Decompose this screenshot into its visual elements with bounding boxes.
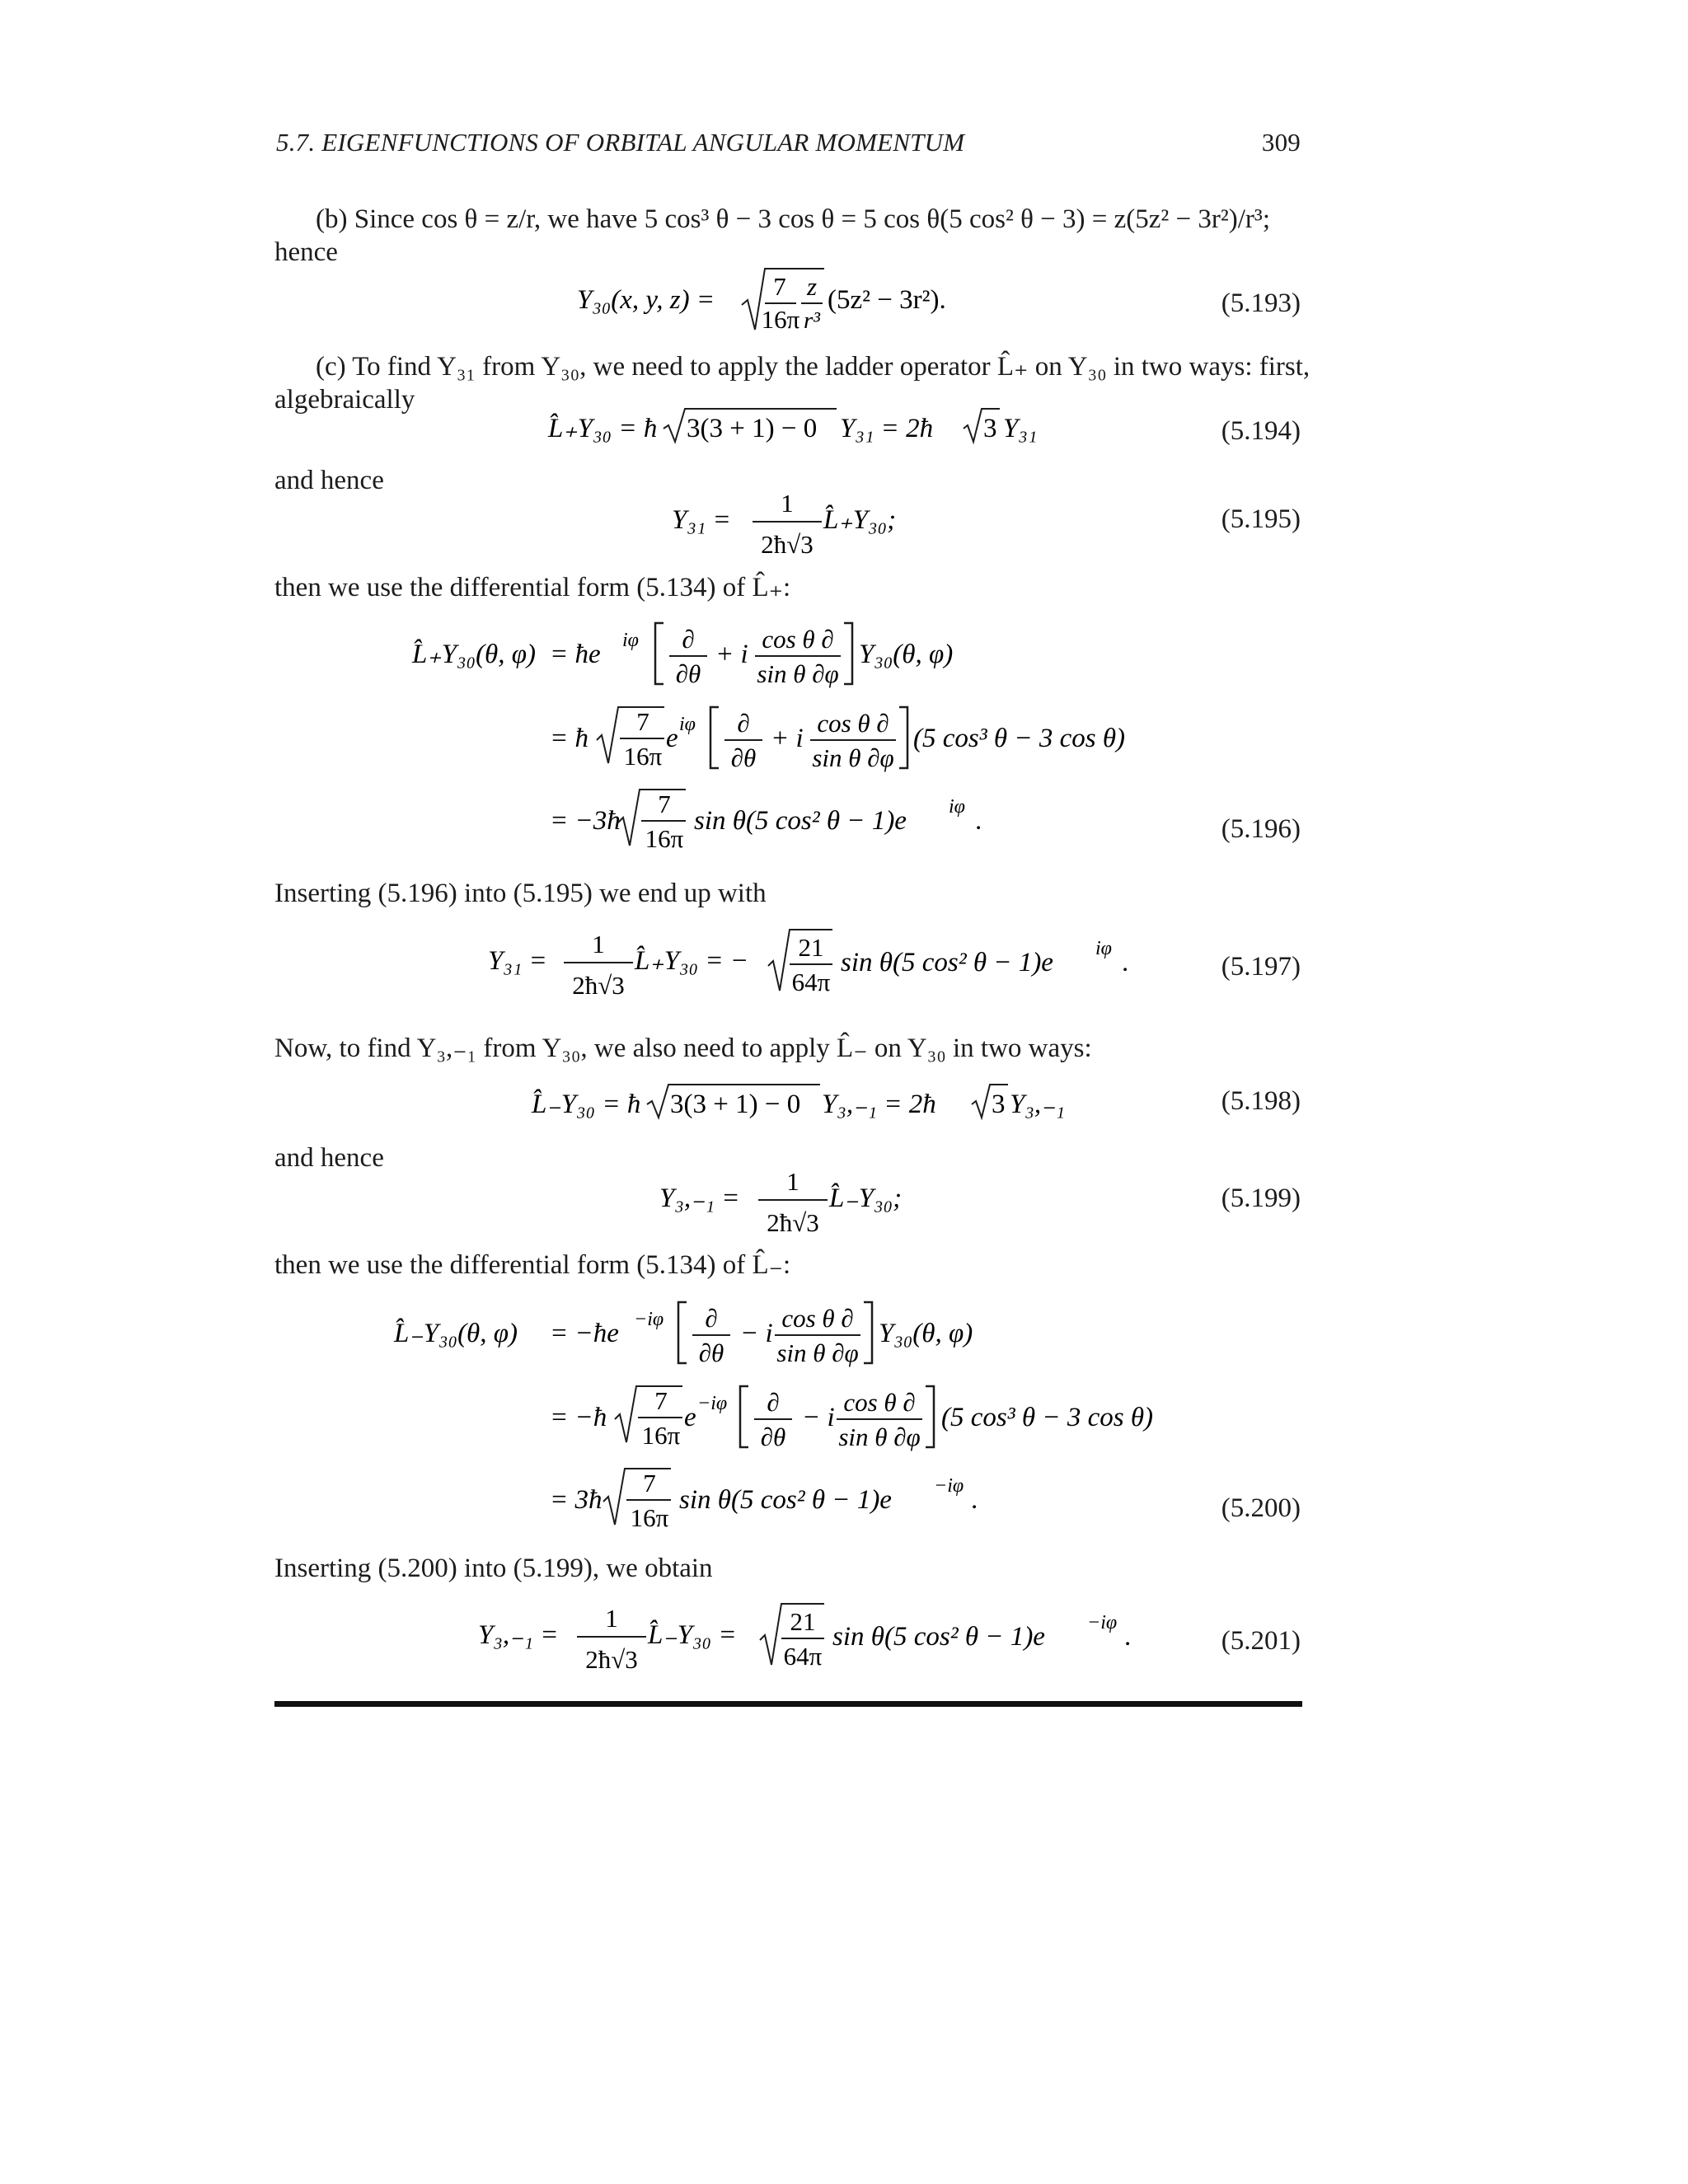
eq196b-pre: = ħ [550, 724, 589, 753]
eq201-mid: L̂₋Y₃₀ = [648, 1620, 737, 1650]
frac-num: ∂ [682, 625, 695, 654]
frac-den: 2ħ√3 [572, 971, 625, 1000]
eq199-lhs: Y₃,₋₁ = [659, 1183, 740, 1213]
frac-den: sin θ ∂φ [812, 743, 894, 772]
equation-5-195 [672, 482, 935, 565]
equation-5-200 [394, 1296, 1235, 1543]
frac-den: ∂θ [730, 743, 757, 772]
eq196-lhs: L̂₊Y₃₀(θ, φ) [412, 640, 537, 669]
eq198-rad2: 3 [992, 1090, 1006, 1119]
frac-den: 2ħ√3 [767, 1208, 819, 1237]
frac-num: 1 [786, 1167, 799, 1196]
frac-den: 16π [761, 305, 800, 334]
frac-num: ∂ [767, 1388, 780, 1417]
frac-den: 64π [791, 968, 831, 996]
frac-num: 21 [790, 1607, 816, 1636]
equation-number: (5.197) [1221, 952, 1301, 982]
eq201-sup: −iφ [1087, 1612, 1118, 1633]
eq196c-sup: iφ [949, 796, 965, 818]
minus-i: − i [740, 1319, 773, 1348]
frac-den: 16π [630, 1503, 669, 1532]
eq200b-sup: −iφ [697, 1393, 728, 1414]
text-and-hence: and hence [274, 1143, 384, 1173]
eq200-lhs: L̂₋Y₃₀(θ, φ) [394, 1319, 518, 1348]
frac-den: 16π [645, 824, 684, 853]
running-header: 5.7. EIGENFUNCTIONS OF ORBITAL ANGULAR MOMENTUM [276, 128, 965, 157]
eq200c-pre: = 3ħ [550, 1485, 603, 1515]
paragraph-c: (c) To find Y₃₁ from Y₃₀, we need to apply the ladder operator L̂₊ on Y₃₀ in two ways: first, [316, 352, 1311, 382]
equation-5-201 [478, 1597, 1137, 1680]
frac-den: sin θ ∂φ [757, 659, 839, 688]
frac-den: ∂θ [698, 1338, 724, 1367]
frac-den: 64π [783, 1642, 823, 1671]
frac-num: ∂ [737, 709, 750, 738]
eq193-lhs: Y₃₀(x, y, z) = [577, 285, 715, 315]
eq196b-sup: iφ [679, 714, 696, 735]
eq195-lhs: Y₃₁ = [672, 505, 731, 535]
frac-den: r³ [804, 307, 820, 334]
text-then-minus: then we use the differential form (5.134) of L̂₋: [274, 1250, 791, 1280]
frac-num: cos θ ∂ [762, 625, 834, 654]
eq196c-post: sin θ(5 cos² θ − 1)e [694, 806, 907, 836]
equation-number: (5.200) [1221, 1493, 1301, 1523]
eq199-rhs: L̂₋Y₃₀; [829, 1183, 903, 1213]
equation-5-194 [548, 404, 1059, 453]
equation-number: (5.196) [1221, 814, 1301, 844]
frac-num: cos θ ∂ [781, 1304, 854, 1333]
plus-i: + i [771, 724, 804, 753]
equation-5-196 [412, 616, 1236, 864]
eq200b-post: (5 cos³ θ − 3 cos θ) [941, 1403, 1154, 1432]
eq196a-sup: iφ [622, 630, 639, 651]
frac-den: ∂θ [760, 1422, 786, 1451]
eq200c-post: sin θ(5 cos² θ − 1)e [679, 1485, 892, 1515]
frac-den: 2ħ√3 [585, 1645, 638, 1674]
eq200b-pre: = −ħ [550, 1403, 607, 1432]
equation-5-193 [577, 262, 1071, 336]
frac-den: 2ħ√3 [761, 530, 814, 559]
eq197-sup: iφ [1095, 938, 1112, 959]
eq200a-post: Y₃₀(θ, φ) [879, 1319, 973, 1348]
frac-den: sin θ ∂φ [776, 1338, 859, 1367]
eq194-rad: 3(3 + 1) − 0 [687, 414, 818, 443]
eq200c-sup: −iφ [934, 1475, 964, 1497]
equation-number: (5.199) [1221, 1183, 1301, 1213]
frac-num: 1 [592, 930, 605, 958]
eq196c-pre: = −3ħ [550, 806, 621, 836]
frac-num: 7 [636, 707, 649, 736]
minus-i: − i [802, 1403, 835, 1432]
eq197-mid: L̂₊Y₃₀ = − [635, 946, 749, 976]
frac-num: 7 [643, 1469, 656, 1497]
frac-num: 7 [654, 1386, 668, 1415]
end-rule [274, 1701, 1302, 1707]
eq196b-exp: e [666, 724, 678, 753]
page-number: 309 [1261, 128, 1301, 157]
eq196a-pre: = ħe [550, 640, 601, 669]
frac-num: 7 [658, 790, 671, 818]
eq201-end: . [1124, 1622, 1132, 1652]
eq197-end: . [1122, 948, 1129, 977]
text-inserting-200: Inserting (5.200) into (5.199), we obtain [274, 1554, 713, 1583]
equation-5-198 [532, 1080, 1065, 1129]
eq197-post: sin θ(5 cos² θ − 1)e [841, 948, 1053, 977]
frac-den: sin θ ∂φ [838, 1422, 921, 1451]
frac-num: z [806, 272, 818, 301]
text-algebraically: algebraically [274, 385, 415, 415]
text-inserting-196: Inserting (5.196) into (5.195) we end up with [274, 879, 767, 908]
frac-den: 16π [623, 742, 663, 771]
frac-num: cos θ ∂ [817, 709, 889, 738]
eq200a-pre: = −ħe [550, 1319, 619, 1348]
eq196a-post: Y₃₀(θ, φ) [859, 640, 954, 669]
eq198-mid: Y₃,₋₁ = 2ħ [822, 1090, 936, 1119]
frac-num: 1 [781, 489, 794, 518]
frac-num: 21 [798, 933, 824, 962]
text-and-hence: and hence [274, 466, 384, 495]
eq198-lhs: L̂₋Y₃₀ = ħ [532, 1090, 641, 1119]
frac-num: 1 [605, 1604, 618, 1633]
text-now-find: Now, to find Y₃,₋₁ from Y₃₀, we also need to apply L̂₋ on Y₃₀ in two ways: [274, 1033, 1092, 1063]
eq194-end: Y₃₁ [1003, 414, 1038, 443]
plus-i: + i [715, 640, 748, 669]
frac-den: ∂θ [675, 659, 701, 688]
eq200a-sup: −iφ [634, 1309, 664, 1330]
eq200c-end: . [971, 1485, 978, 1515]
eq198-rad: 3(3 + 1) − 0 [670, 1090, 801, 1119]
frac-num: ∂ [705, 1304, 718, 1333]
frac-num: cos θ ∂ [843, 1388, 916, 1417]
equation-number: (5.201) [1221, 1626, 1301, 1656]
frac-den: 16π [641, 1421, 681, 1450]
equation-number: (5.195) [1221, 504, 1301, 534]
eq193-rhs: (5z² − 3r²). [828, 285, 946, 315]
paragraph-b: (b) Since cos θ = z/r, we have 5 cos³ θ − 3 cos θ = 5 cos θ(5 cos² θ − 3) = z(5z² − 3r²)/r³; [316, 204, 1270, 234]
eq201-lhs: Y₃,₋₁ = [478, 1620, 559, 1650]
frac-num: 7 [773, 272, 786, 301]
equation-number: (5.198) [1221, 1086, 1301, 1116]
equation-5-197 [488, 923, 1131, 1005]
eq195-rhs: L̂₊Y₃₀; [823, 505, 897, 535]
eq201-post: sin θ(5 cos² θ − 1)e [832, 1622, 1045, 1652]
eq196b-post: (5 cos³ θ − 3 cos θ) [913, 724, 1126, 753]
eq194-lhs: L̂₊Y₃₀ = ħ [548, 414, 658, 443]
equation-number: (5.193) [1221, 288, 1301, 318]
eq194-rad2: 3 [983, 414, 997, 443]
text-hence: hence [274, 237, 338, 267]
eq196c-end: . [975, 806, 982, 836]
equation-number: (5.194) [1221, 416, 1301, 446]
eq197-lhs: Y₃₁ = [488, 946, 547, 976]
text-then-plus: then we use the differential form (5.134) of L̂₊: [274, 573, 791, 602]
eq198-end: Y₃,₋₁ [1010, 1090, 1065, 1119]
equation-5-199 [659, 1160, 940, 1243]
eq200b-exp: e [684, 1403, 696, 1432]
eq194-mid: Y₃₁ = 2ħ [840, 414, 934, 443]
